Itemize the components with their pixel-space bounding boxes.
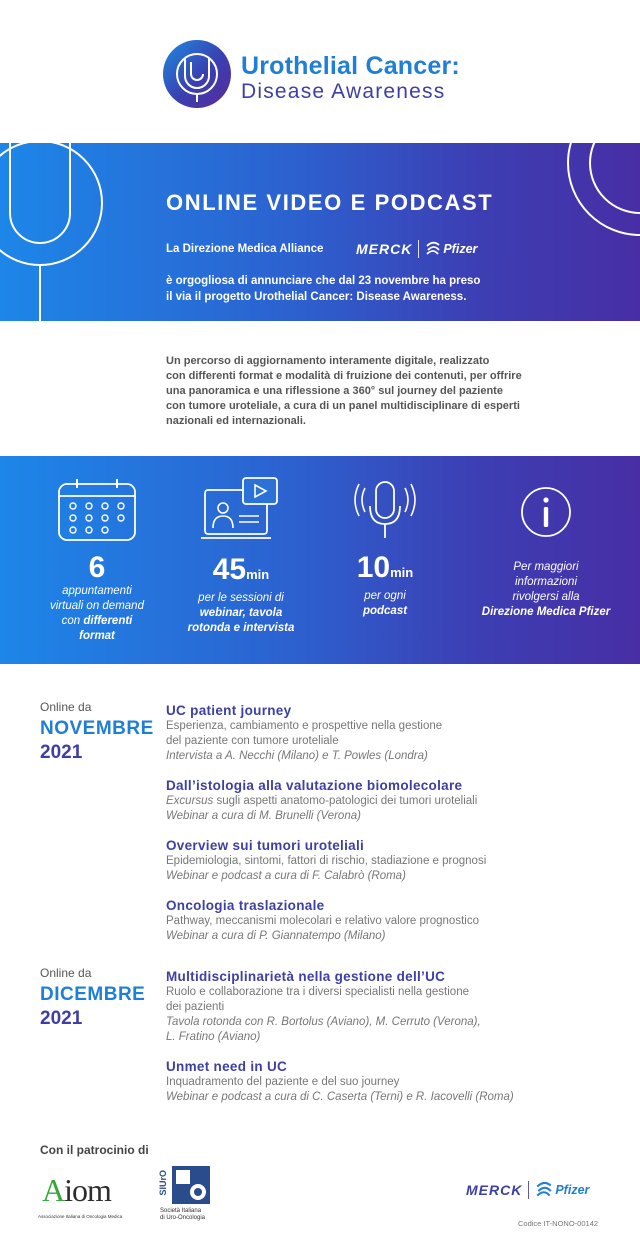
pfizer-swirl-icon <box>425 241 441 257</box>
stat-line-bold: differenti <box>83 615 133 627</box>
session-description: Inquadramento del paziente e del suo journey <box>166 1076 400 1088</box>
siuro-side-label: SIUrO <box>158 1170 168 1196</box>
siuro-logo <box>160 1164 220 1244</box>
stat-line-bold: rotonda e intervista <box>187 622 295 634</box>
session-item <box>166 837 606 884</box>
stat-line <box>310 604 460 619</box>
aiom-logo <box>38 1168 140 1228</box>
stat-line <box>166 621 316 636</box>
hero-title: ONLINE VIDEO E PODCAST <box>166 190 494 215</box>
stat-line-part: con <box>61 615 84 627</box>
aiom-wordmark <box>42 1172 111 1209</box>
stat-line <box>22 629 172 644</box>
aiom-caption: Associazione Italiana di Oncologia Medica <box>38 1214 123 1219</box>
session-title: Dall’istologia alla valutazione biomolecolare <box>166 778 463 793</box>
merck-pfizer-logo <box>356 239 477 259</box>
stat-podcast <box>310 478 460 619</box>
info-icon <box>518 484 574 540</box>
hero-banner <box>0 143 640 321</box>
logo-title: Urothelial Cancer: <box>241 52 460 80</box>
intro-line: nazionali ed internazionali. <box>166 415 306 427</box>
session-description: dei pazienti <box>166 1001 225 1013</box>
session-speakers: Webinar a cura di M. Brunelli (Verona) <box>166 810 361 822</box>
session-speakers: Webinar e podcast a cura di C. Caserta (Terni) e R. Iacovelli (Roma) <box>166 1091 514 1103</box>
intro-line: Un percorso di aggiornamento interamente digitale, realizzato <box>166 355 490 367</box>
siuro-caption-line: Società Italiana <box>160 1208 202 1214</box>
session-title: Overview sui tumori uroteliali <box>166 838 365 853</box>
session-speakers: L. Fratino (Aviano) <box>166 1031 261 1043</box>
session-description <box>166 794 606 809</box>
aiom-letters: iom <box>64 1172 111 1208</box>
month-year: 2021 <box>40 1008 83 1029</box>
stat-line-bold: format <box>79 630 115 642</box>
session-description: Ruolo e collaborazione tra i diversi specialisti nella gestione <box>166 986 469 998</box>
session-speakers: Webinar a cura di P. Giannatempo (Milano) <box>166 930 386 942</box>
intro-line: una panoramica e una riflessione a 360° sul journey del paziente <box>166 385 503 397</box>
hero-announcement <box>166 273 480 305</box>
siuro-caption <box>160 1208 205 1222</box>
session-description-text: sugli aspetti anatomo-patologici dei tumori uroteliali <box>213 795 478 807</box>
session-item <box>166 968 606 1045</box>
session-speakers: Webinar e podcast a cura di F. Calabrò (Roma) <box>166 870 406 882</box>
session-item <box>166 897 606 944</box>
siuro-caption-line: di Uro-Oncologia <box>160 1215 206 1221</box>
merck-logo: MERCK <box>356 241 413 257</box>
hero-line-1: è orgogliosa di annunciare che dal 23 novembre ha preso <box>166 275 481 287</box>
pfizer-logo: Pfizer <box>443 242 478 256</box>
month-name: NOVEMBRE <box>40 718 154 739</box>
stat-line-bold: webinar, tavola <box>199 607 283 619</box>
uc-logo-icon <box>163 40 231 108</box>
stat-description <box>460 560 632 620</box>
stat-line <box>22 614 172 629</box>
stat-line <box>460 605 632 620</box>
siuro-emblem-icon <box>160 1164 220 1208</box>
stat-line: informazioni <box>515 576 577 588</box>
video-webinar-icon <box>199 476 283 544</box>
stat-line-bold: Direzione Medica Pfizer <box>481 606 611 618</box>
intro-paragraph <box>166 354 576 429</box>
session-item <box>166 1058 606 1105</box>
stat-unit: min <box>246 567 270 582</box>
session-description: Epidemiologia, sintomi, fattori di rischio, stadiazione e prognosi <box>166 855 487 867</box>
stat-sessioni <box>166 476 316 636</box>
month-year: 2021 <box>40 742 83 763</box>
stat-number: 6 <box>88 551 106 584</box>
session-title: Multidisciplinarietà nella gestione dell’UC <box>166 969 446 984</box>
patrocinio-label: Con il patrocinio di <box>40 1143 149 1157</box>
session-description: Pathway, meccanismi molecolari e relativo valore prognostico <box>166 915 479 927</box>
session-speakers: Intervista a A. Necchi (Milano) e T. Powles (Londra) <box>166 750 428 762</box>
hero-direzione: La Direzione Medica Alliance <box>166 243 324 255</box>
aiom-letter-a: A <box>42 1172 65 1208</box>
merck-logo: MERCK <box>466 1182 523 1198</box>
session-description: del paziente con tumore uroteliale <box>166 735 339 747</box>
session-item <box>166 702 606 764</box>
stat-line: per ogni <box>364 590 406 602</box>
month-dicembre <box>40 966 145 1030</box>
pfizer-swirl-icon <box>535 1181 553 1199</box>
month-online-label: Online da <box>40 700 92 714</box>
session-title: UC patient journey <box>166 703 292 718</box>
stat-description <box>22 584 172 644</box>
stats-band <box>0 456 640 664</box>
hero-line-2: il via il progetto Urothelial Cancer: Disease Awareness. <box>166 291 467 303</box>
stat-number-value: 45 <box>212 553 247 586</box>
stat-description <box>166 591 316 636</box>
logo-subtitle: Disease Awareness <box>241 80 446 103</box>
header-logo <box>163 40 483 110</box>
month-name: DICEMBRE <box>40 984 146 1005</box>
session-title: Unmet need in UC <box>166 1059 288 1074</box>
stat-number-value: 10 <box>356 551 391 584</box>
stat-unit: min <box>390 565 414 580</box>
session-item <box>166 777 606 824</box>
stat-appuntamenti <box>22 478 172 644</box>
stat-line: rivolgersi alla <box>512 591 580 603</box>
pfizer-logo: Pfizer <box>555 1183 590 1197</box>
stat-line: Per maggiori <box>513 561 579 573</box>
stat-line <box>166 606 316 621</box>
stat-line-bold: podcast <box>362 605 408 617</box>
month-novembre <box>40 700 154 764</box>
stat-line: virtuali on demand <box>50 600 144 612</box>
stat-info <box>460 484 632 620</box>
calendar-icon <box>55 478 139 544</box>
stat-line: per le sessioni di <box>198 592 284 604</box>
session-description-italic: Excursus <box>166 795 214 807</box>
document-code: Codice IT-NONO-00142 <box>518 1219 599 1228</box>
session-description: Esperienza, cambiamento e prospettive nella gestione <box>166 720 443 732</box>
stat-number <box>310 552 460 589</box>
intro-line: con differenti format e modalità di fruizione dei contenuti, per offrire <box>166 370 522 382</box>
session-speakers: Tavola rotonda con R. Bortolus (Aviano), M. Cerruto (Verona), <box>166 1016 481 1028</box>
intro-line: con tumore uroteliale, a cura di un panel multidisciplinare di esperti <box>166 400 520 412</box>
stat-number <box>166 554 316 591</box>
brand-divider <box>528 1181 529 1199</box>
session-title: Oncologia traslazionale <box>166 898 325 913</box>
month-online-label: Online da <box>40 966 92 980</box>
stat-line: appuntamenti <box>62 585 132 597</box>
microphone-icon <box>343 478 427 544</box>
stat-description <box>310 589 460 619</box>
footer-merck-pfizer-logo <box>466 1178 589 1202</box>
brand-divider <box>418 240 419 258</box>
